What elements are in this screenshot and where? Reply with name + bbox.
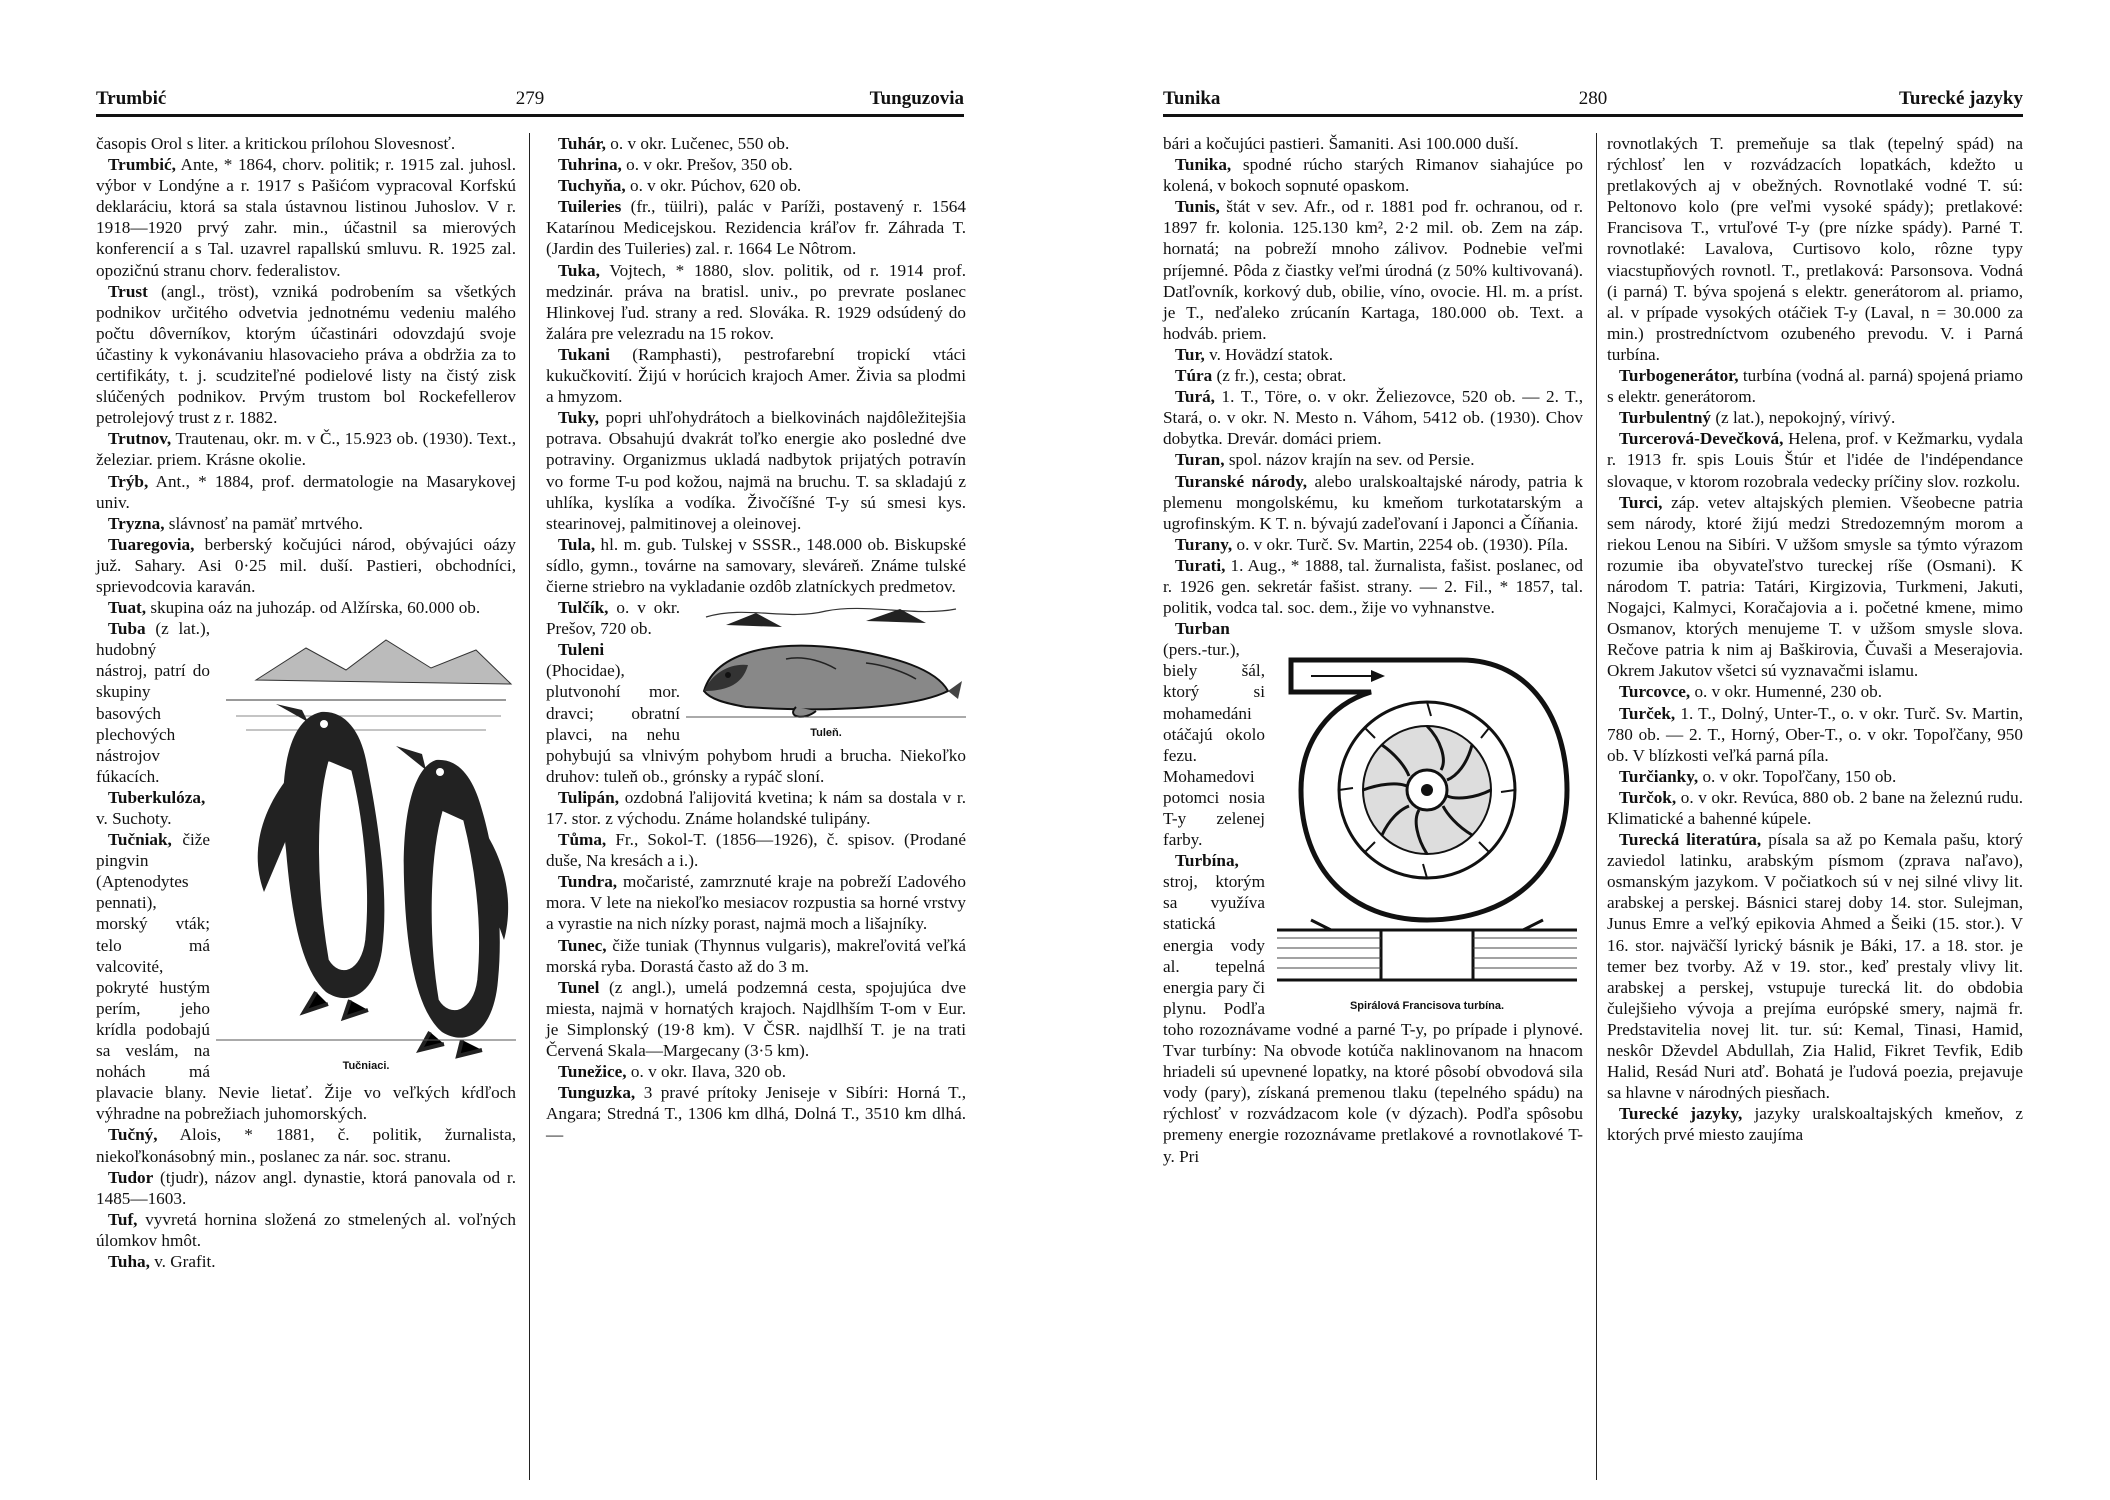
entry: Turati, 1. Aug., * 1888, tal. žurnalista, fašist. poslanec, od r. 1926 gen. sekretár fašist. strany. — 2. Fil., * 1857, tal. politik, vodca tal. soc. dem., žije vo vyhnanstve. (1163, 555, 1583, 618)
entry: Tuhrina, o. v okr. Prešov, 350 ob. (558, 155, 793, 175)
turbine-illustration (1271, 620, 1583, 1000)
entry: Turany, o. v okr. Turč. Sv. Martin, 2254 ob. (1930). Píla. (1175, 534, 1569, 554)
page-number: 279 (515, 88, 545, 109)
entry: Turban (pers.-tur.), biely šál, ktorý si mohamedáni otáčajú okolo fezu. Mohamedovi potomci nosia T-y zelenej farby. (1163, 619, 1265, 850)
entry: Túra (z fr.), cesta; obrat. (1175, 366, 1347, 386)
entry: Tuka, Vojtech, * 1880, slov. politik, od r. 1914 prof. medzinár. práva na bratisl. univ., po prevrate poslanec Hlinkovej ľud. strany a red. Slováka. R. 1929 odsúdený do žalára pre velezradu na 15 rokov. (546, 260, 966, 343)
entry: Trust (angl., tröst), vzniká podrobením sa všetkých podnikov určitého odvetvia jednotnému vedeniu malého počtu dôverníkov, ktorým účastinári odovzdajú svoje účastiny k vykonávaniu hlasovacieho práva a obdržia za to certifikáty, t. j. scudziteľné podielové listy na čistý zisk slúčených podnikov. Prvým trustom bol Rockefellerov petrolejový trust z r. 1882. (96, 281, 516, 428)
entry: Turá, 1. T., Töre, o. v okr. Želiezovce, 520 ob. — 2. T., Stará, o. v okr. N. Mesto n. Váhom, 5412 ob. (1930). Chov dobytka. Drevár. domáci priem. (1163, 387, 1583, 449)
entry: Tunika, spodné rúcho starých Rimanov siahajúce po kolená, v bokoch sopnuté opaskom. (1163, 155, 1583, 196)
entry: Tuha, v. Grafit. (108, 1251, 216, 1271)
column-1 (1163, 133, 1597, 1480)
entry: Turecké jazyky, jazyky uralskoaltajských kmeňov, z ktorých prvé miesto zaujíma (1607, 1104, 2023, 1145)
running-head (1163, 80, 2023, 117)
figure-caption: Spirálová Francisova turbína. (1349, 1000, 1505, 1013)
head-right-word: Turecké jazyky (1898, 88, 2023, 109)
entry: Turcerová-Devečková, Helena, prof. v Kežmarku, vydala r. 1913 fr. spis Louis Štúr et l'idée de l'indépendance slovaque, v ktorom rozobrala vedecky príčiny slov. rozkolu. (1607, 429, 2023, 491)
figure-turbine (1271, 620, 1583, 1016)
entry: Tůma, Fr., Sokol-T. (1856—1926), č. spisov. (Prodané duše, Na kresách a i.). (546, 830, 966, 871)
penguins-illustration (216, 620, 516, 1060)
entry: Tučniak, čiže pingvin (Aptenodytes pennati), morský vták; telo má valcovité, pokryté hustým perím, jeho krídla podobajú sa veslám, na nohách má plavacie blany. Nevie lietať. Žije vo veľkých kŕdľoch výhradne na pobrežiach juhomorských. (96, 830, 516, 1124)
running-head (96, 80, 964, 117)
entry: rovnotlakých T. premeňuje sa tlak (tepelný spád) na rýchlosť len v rozvádzacích lopatkách, kdežto u pretlakových aj v obežných. Rovnotlaké vodné T. sú: Peltonovo kolo (pre veľmi vysoké spády); pretlakové: Francisova T., vrtuľové T-y (pre nízke spády). Parné T. rovnotlaké: Lavalova, Curtisovo kolo, rôzne typy viacstupňových rovnotl. T., pretlaková: Parsonsova. Vodná (i parná) T. býva spojená s elektr. generátorom al. priamo, al. v prípade vysokých otáčiek T-y (Laval, n = 30.000 za min.) prostredníctvom ozubeného prevodu. V. i Parná turbína. (1607, 134, 2023, 364)
entry: Trýb, Ant., * 1884, prof. dermatologie na Masarykovej univ. (96, 471, 516, 512)
figure-penguins (216, 620, 516, 1073)
entry: Tuleni (Phocidae), plutvonohí mor. dravci; obratní plavci, na nehu pohybujú sa vlnivým pohybom hrudi a brucha. Niekoľko druhov: tuleň ob., grónsky a rypáč sloní. (546, 640, 966, 786)
figure-caption: Tučniaci. (342, 1060, 390, 1073)
head-left-word: Trumbić (96, 88, 167, 109)
entry: Turecká literatúra, písala sa až po Kemala pašu, ktorý zaviedol latinku, arabským písmom (zprava naľavo), osmanským jazykom. V počiatkoch sú v nej silné vlivy lit. arabskej a perskej. Básnici starej doby 14. stor. Sulejman, Junus Emre a veľký epikovia Ahmed a Šeiki (15. stor.). V 16. stor. najväčší lyrický básnik je Báki, 17. a 18. stor. je temer bez tvorby. Až v 19. stor., keď prestaly vlivy lit. arabskej a perskej, vstupuje turecká lit. do obdobia čulejšieho vývoja a prejíma európské smery, najmä fr. Predstavitelia novej lit. tur. sú: Kemal, Tinasi, Hamid, neskôr Dževdel Abdullah, Zia Halid, Fikret Tevfik, Edib Halid, Resád Nuri atď. Bohatá je ľudová poezia, prejavuje sa hlavne v národných piesňach. (1607, 830, 2023, 1103)
seal-illustration (686, 599, 966, 727)
entry: Turček, 1. T., Dolný, Unter-T., o. v okr. Turč. Sv. Martin, 780 ob. — 2. T., Horný, Ober-T., o. v okr. Topoľčany, 950 ob. V blízkosti veľká parná píla. (1607, 703, 2023, 765)
entry: Tukani (Ramphasti), pestrofarební tropickí vtáci kukučkovití. Žijú v horúcich krajoch Amer. Živia sa plodmi a hmyzom. (546, 344, 966, 407)
page-number: 280 (1578, 88, 1608, 109)
entry: Tundra, močaristé, zamrznuté kraje na pobreží Ľadového mora. V lete na niekoľko mesiacov rozpustia sa horné vrstvy a vyrastie na nich nízky porast, najmä moch a lišajníky. (546, 872, 966, 934)
entry: časopis Orol s liter. a kritickou prílohou Slovesnosť. (96, 134, 456, 153)
entry: Turbulentný (z lat.), nepokojný, vírivý. (1619, 408, 1896, 428)
entry: Turbogenerátor, turbína (vodná al. parná) spojená priamo s elektr. generátorom. (1607, 366, 2023, 407)
entry: Tunis, štát v sev. Afr., od r. 1881 pod fr. ochranou, od r. 1897 fr. kolonia. 125.130 km², 2·2 mil. ob. Zem na záp. hornatá; na pobreží mnoho zálivov. Podnebie veľmi príjemné. Pôda z čiastky veľmi úrodná (z 50% kultivovaná). Datľovník, korkový dub, obilie, víno, ovocie. Hl. m. a príst. je T., neďaleko zrúcanín Kartaga, 180.000 ob. Text. a hodváb. priem. (1163, 197, 1583, 343)
head-left-word: Tunika (1163, 88, 1221, 109)
entry: Tunežice, o. v okr. Ilava, 320 ob. (558, 1062, 787, 1082)
entry: bári a kočujúci pastieri. Šamaniti. Asi 100.000 duší. (1163, 134, 1519, 153)
entry: Tuaregovia, berberský kočujúci národ, obývajúci oázy juž. Sahary. Asi 0·25 mil. duší. Pastieri, obchodníci, sprievodcovia karaván. (96, 534, 516, 596)
head-right-word: Tunguzovia (869, 88, 964, 109)
entry: Tuileries (fr., tüilri), palác v Paríži, postavený r. 1564 Katarínou Medicejskou. Rezidencia kráľov fr. Záhrada T. (Jardin des Tuileries) zal. r. 1664 Le Nôtrom. (546, 197, 966, 259)
column-2 (546, 133, 966, 1480)
entry: Tuhár, o. v okr. Lučenec, 550 ob. (558, 134, 790, 153)
entry: Tuf, vyvretá hornina složená zo stmelených al. voľných úlomkov hmôt. (96, 1209, 516, 1250)
entry: Tučný, Alois, * 1881, č. politik, žurnalista, niekoľkonásobný min., poslanec za nár. soc. stranu. (96, 1125, 516, 1166)
entry: Turbína, stroj, ktorým sa využíva statická energia vody al. tepelná energia pary či plynu. Podľa toho rozoznávame vodné a parné T-y, po prípade i plynové. Tvar turbíny: Na obvode kotúča naklinovanom na hnacom hriadeli sú upevnené lopatky, na ktoré pôsobí obvodová sila vody (pary), získaná premenou tlaku (tepelného spádu) na rýchlosť v rozvádzacom kole (v dýzach). Podľa spôsobu premeny energie rozoznávame pretlakové a rovnotlakové T-y. Pri (1163, 851, 1583, 1166)
column-2 (1607, 133, 2023, 1480)
entry: Turčok, o. v okr. Revúca, 880 ob. 2 bane na železnú rudu. Klimatické a bahenné kúpele. (1607, 787, 2023, 828)
entry: Tur, v. Hovädzí statok. (1175, 344, 1334, 364)
entry: Turan, spol. názov krajín na sev. od Persie. (1175, 450, 1475, 470)
entry: Tulčík, o. v okr. Prešov, 720 ob. (546, 598, 680, 639)
entry: Trumbić, Ante, * 1864, chorv. politik; r. 1915 zal. juhosl. výbor v Londýne a r. 1917 s Pašićom vypracoval Korfskú deklaráciu, ktorá sa stala ústavnou listinou Juhoslov. V r. 1918—1920 prvý zahr. min., účastnil sa mierových konferencií a s Tal. uzavrel rapallskú smluvu. R. 1925 zal. opozičnú stranu chorv. federalistov. (96, 155, 516, 280)
entry: Tulipán, ozdobná ľalijovitá kvetina; k nám sa dostala v r. 17. stor. z východu. Známe holandské tulipány. (546, 787, 966, 828)
entry: Trutnov, Trautenau, okr. m. v Č., 15.923 ob. (1930). Text., železiar. priem. Krásne okolie. (96, 429, 516, 470)
page-280 (1055, 0, 2110, 1500)
column-1 (96, 133, 530, 1480)
entry: Tudor (tjudr), názov angl. dynastie, ktorá panovala od r. 1485—1603. (96, 1167, 516, 1208)
entry: Turcovce, o. v okr. Humenné, 230 ob. (1619, 682, 1883, 702)
entry: Tunguzka, 3 pravé prítoky Jeniseje v Sibíri: Horná T., Angara; Stredná T., 1306 km dlhá, Dolná T., 3510 km dlhá. — (546, 1083, 966, 1145)
entry: Tuchyňa, o. v okr. Púchov, 620 ob. (558, 176, 802, 196)
entry: Turčianky, o. v okr. Topoľčany, 150 ob. (1619, 766, 1897, 786)
entry: Turci, záp. vetev altajských plemien. Všeobecne patria sem národy, ktoré žijú medzi Stredozemným morom a riekou Lenou na Sibíri. V užšom smysle sa týmto výrazom rozumie iba obyvateľstvo tureckej ríše (Osmani). K národom T. patria: Tatári, Kirgizovia, Turkmeni, Jakuti, Nogajci, Kalmyci, Koračajovia a i. početné kmene, mimo Osmanov, ktorých menujeme T. v užšom smysle slova. Rečove patria k nim aj Baškirovia, Čuvaši a Meserajovia. Okrem Jakutov všetci sú vyznavačmi islamu. (1607, 492, 2023, 681)
figure-caption: Tuleň. (810, 727, 842, 740)
entry: Tula, hl. m. gub. Tulskej v SSSR., 148.000 ob. Biskupské sídlo, gymn., továrne na samovary, sleváreň. Známe tulské čierne striebro na vykladanie ozdôb zlatníckych predmetov. (546, 534, 966, 596)
entry: Tunel (z angl.), umelá podzemná cesta, spojujúca dve miesta, najmä v hornatých krajoch. Najdlhším T-om v Eur. je Simplonský (19·8 km). V ČSR. najdlhší T. je na trati Červená Skala—Margecany (3·5 km). (546, 977, 966, 1061)
entry: Tuberkulóza, v. Suchoty. (96, 787, 206, 828)
figure-seal (686, 599, 966, 739)
entry: Tryzna, slávnosť na pamäť mrtvého. (108, 513, 363, 533)
entry: Tuba (z lat.), hudobný nástroj, patrí do skupiny basových plechových nástrojov fúkacích. (96, 619, 210, 786)
entry: Tuat, skupina oáz na juhozáp. od Alžírska, 60.000 ob. (108, 598, 481, 618)
entry: Tunec, čiže tuniak (Thynnus vulgaris), makreľovitá veľká morská ryba. Dorastá často až do 3 m. (546, 935, 966, 976)
entry: Turanské národy, alebo uralskoaltajské národy, patria k plemenu mongolskému, ku kmeňom turkotatarským a ugrofinským. K T. n. bývajú zadeľovaní i Japonci a Číňania. (1163, 471, 1584, 533)
entry: Tuky, popri uhľohydrátoch a bielkovinách najdôležitejšia potrava. Obsahujú dvakrát toľko energie ako posledné dve potraviny. Organizmus ukladá nadbytok prijatých potravín vo forme T-u pod kožou, najmä na bruchu. T. sa skladajú z uhlíka, kyslíka a vodíka. Živočíšné T-y sú smesi kys. stearinovej, palmitinovej a oleinovej. (546, 408, 966, 533)
